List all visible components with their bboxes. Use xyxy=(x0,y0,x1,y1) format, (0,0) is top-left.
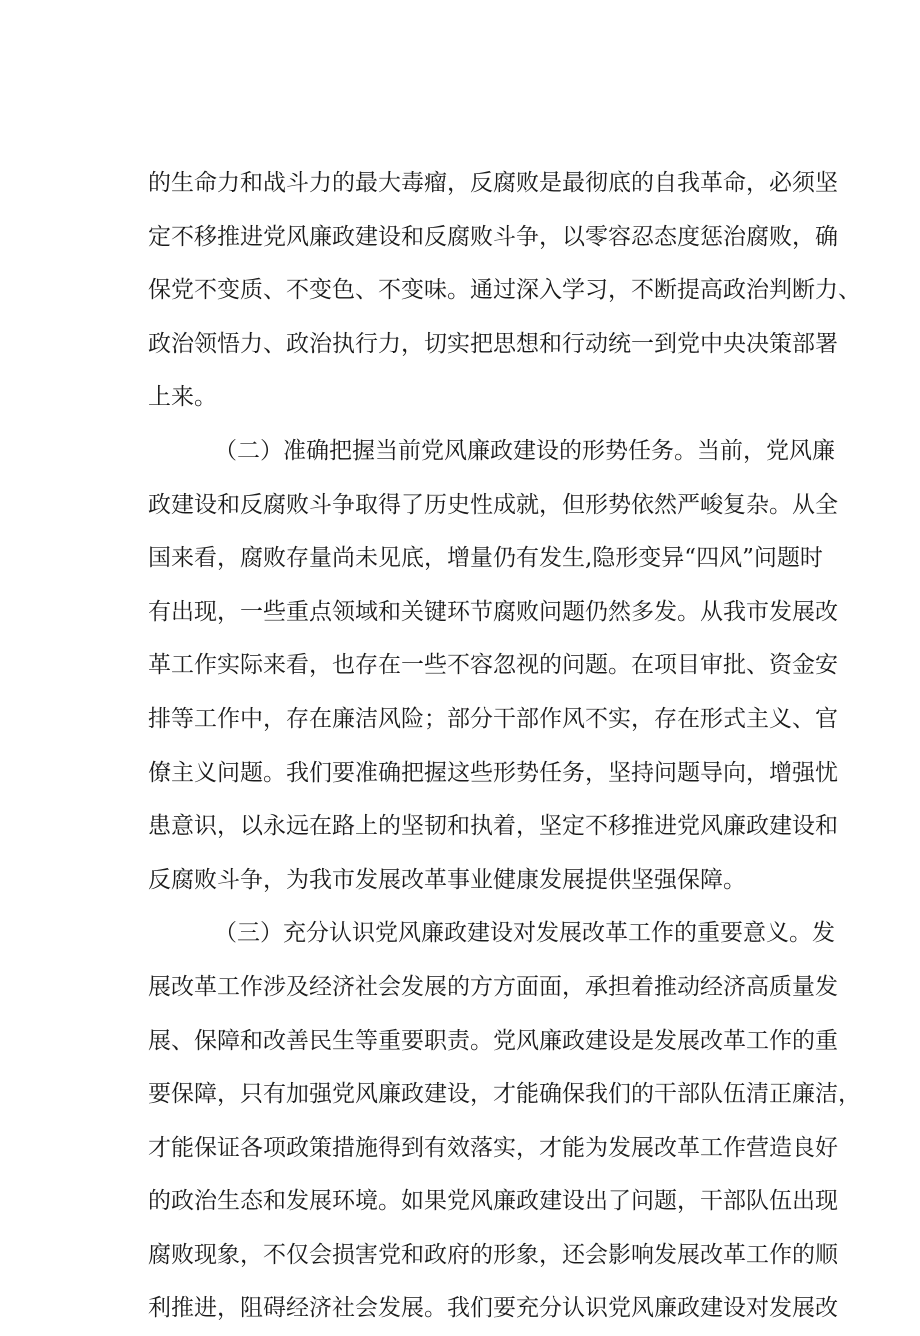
paragraph-1 xyxy=(148,157,861,425)
document-body xyxy=(148,157,861,1336)
text-line: 政建设和反腐败斗争取得了历史性成就，但形势依然严峻复杂。从全 xyxy=(148,491,838,518)
text-line: 反腐败斗争，为我市发展改革事业健康发展提供坚强保障。 xyxy=(148,866,746,893)
text-line: 排等工作中，存在廉洁风险；部分干部作风不实，存在形式主义、官 xyxy=(148,705,838,732)
text-line: 保党不变质、不变色、不变味。通过深入学习，不断提高政治判断力、 xyxy=(148,277,861,304)
text-line: 展、保障和改善民生等重要职责。党风廉政建设是发展改革工作的重 xyxy=(148,1027,838,1054)
text-line: 腐败现象，不仅会损害党和政府的形象，还会影响发展改革工作的顺 xyxy=(148,1241,838,1268)
paragraph-3 xyxy=(148,907,861,1336)
text-line: 利推进，阻碍经济社会发展。我们要充分认识党风廉政建设对发展改 xyxy=(148,1295,838,1322)
text-line: 定不移推进党风廉政建设和反腐败斗争，以零容忍态度惩治腐败，确 xyxy=(148,223,838,250)
text-line: 上来。 xyxy=(148,384,217,411)
text-line: 政治领悟力、政治执行力，切实把思想和行动统一到党中央决策部署 xyxy=(148,330,838,357)
text-line: 革工作实际来看，也存在一些不容忽视的问题。在项目审批、资金安 xyxy=(148,652,838,679)
text-line: 国来看，腐败存量尚未见底，增量仍有发生,隐形变异“四风”问题时 xyxy=(148,545,823,572)
text-line: 要保障，只有加强党风廉政建设，才能确保我们的干部队伍清正廉洁， xyxy=(148,1081,861,1108)
text-line: 僚主义问题。我们要准确把握这些形势任务，坚持问题导向，增强忧 xyxy=(148,759,838,786)
text-line: 展改革工作涉及经济社会发展的方方面面，承担着推动经济高质量发 xyxy=(148,973,838,1000)
section-heading-line: （二）准确把握当前党风廉政建设的形势任务。当前，党风廉 xyxy=(214,437,835,464)
paragraph-2 xyxy=(148,425,838,907)
text-line: 的政治生态和发展环境。如果党风廉政建设出了问题，干部队伍出现 xyxy=(148,1188,838,1215)
text-line: 患意识，以永远在路上的坚韧和执着，坚定不移推进党风廉政建设和 xyxy=(148,813,838,840)
text-line: 有出现，一些重点领域和关键环节腐败问题仍然多发。从我市发展改 xyxy=(148,598,838,625)
text-line: 的生命力和战斗力的最大毒瘤，反腐败是最彻底的自我革命，必须坚 xyxy=(148,170,838,196)
section-heading-line: （三）充分认识党风廉政建设对发展改革工作的重要意义。发 xyxy=(214,920,835,947)
text-line: 才能保证各项政策措施得到有效落实，才能为发展改革工作营造良好 xyxy=(148,1134,838,1161)
